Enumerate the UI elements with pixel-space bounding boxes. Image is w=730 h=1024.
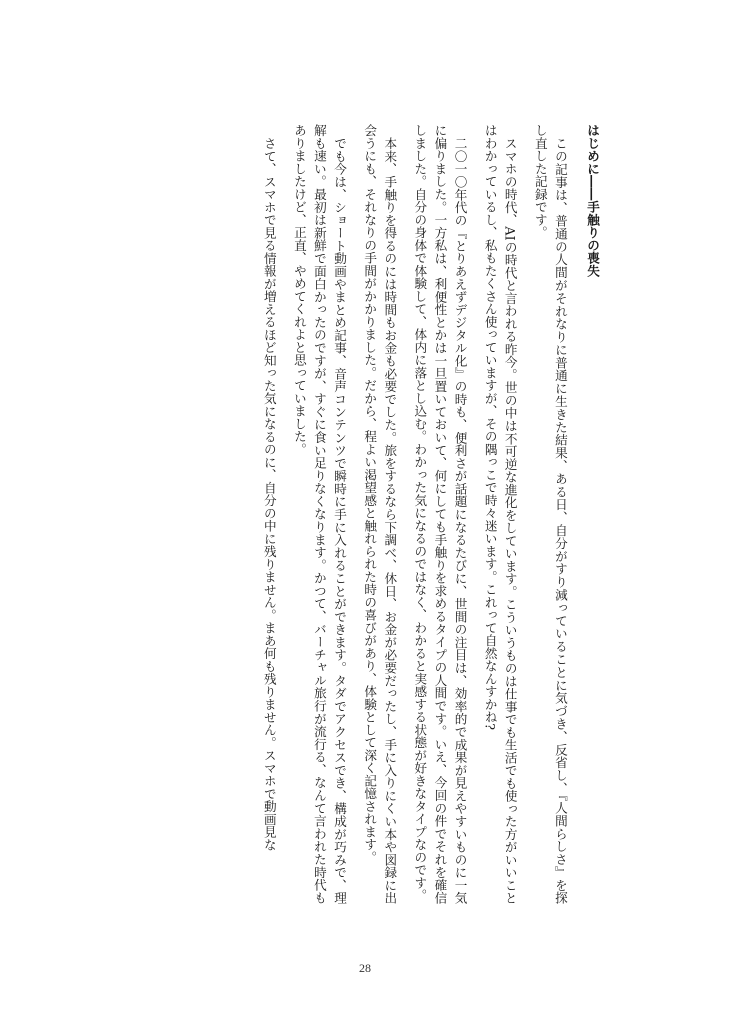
section-heading: はじめに――手触りの喪失 — [585, 124, 600, 277]
vertical-text-body — [112, 124, 602, 904]
page-number: 28 — [359, 961, 371, 975]
body-paragraph: この記事は、普通の人間がそれなりに普通に生きた結果、ある日、自分がすり減っていることに気づき、反省し、『人間らしさ』を探し直した記録です。 — [532, 124, 568, 904]
body-paragraph: スマホの時代、AIの時代と言われる昨今。世の中は不可逆な進化をしています。こういうものは仕事でも生活でも使った方がいいことはわかっているし、私もたくさん使っていますが、その隅っこで時々迷います。これって自然なんすかね? — [482, 124, 518, 904]
body-paragraph: さて、スマホで見る情報が増えるほど知った気になるのに、自分の中に残りません。まあ何も残りません。スマホで動画見な — [261, 136, 277, 851]
body-paragraph: でも今は、ショート動画やまとめ記事、音声コンテンツで瞬時に手に入れることができます。タダでアクセスでき、構成が巧みで、理解も速い。最初は新鮮で面白かったのですが、すぐに食い足りなくなります。かつて、バーチャル旅行が流行る、なんて言われた時代もありましたけど、正直、やめてくれよと思っていました。 — [291, 124, 348, 904]
body-paragraph: 本来、手触りを得るのには時間もお金も必要でした。旅をするなら下調べ、休日、お金が必要だったし、手に入りにくい本や図録に出会うにも、それなりの手間がかかりました。だから、程よい渇望感と触れられた時の喜びがあり、体験として深く記憶されます。 — [362, 124, 398, 904]
body-paragraph: 二〇一〇年代の『とりあえずデジタル化』の時も、便利さが話題になるたびに、世間の注目は、効率的で成果が見えやすいものに一気に偏りました。一方私は、利便性とかは一旦置いておいて、何にしても手触りを求めるタイプの人間です。いえ、今回の件でそれを確信しました。自分の身体で体験して、体内に落とし込む。わかった気になるのではなく、わかると実感する状態が好きなタイプなのです。 — [412, 124, 468, 904]
